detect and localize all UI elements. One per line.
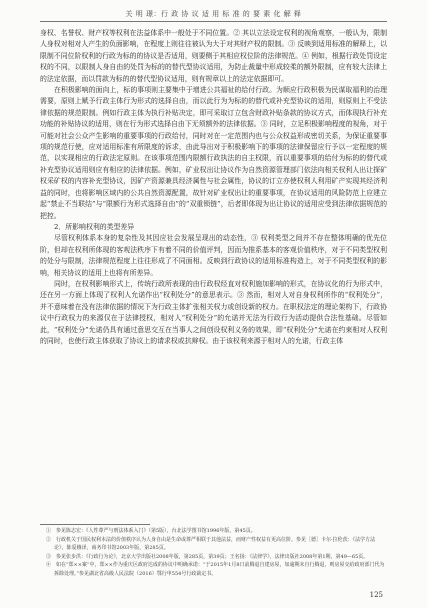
header-rule	[40, 21, 387, 22]
footnote-rule	[40, 524, 150, 525]
page-number: 125	[369, 591, 383, 599]
paragraph: 同时，在权利影响形式上，传统行政所表现的由行政权经直对权利施加影响的形式，在协议化的行为形式中，还在另一方面上体现了权利人允诺作出“权利处分”的意思表示。③ 然而，相对人对自身权利所作的“权利处分”，并不意味着在没有法律依据的情况下为行政主体扩张相关权力或创设新的权力。在职权法定的理论架构下，行政协议中行政权力的来源仅在于法律授权，相对人“权利处分”的允诺并无法为行政行为活动提供合法性基础。尽管如此，“权利处分”允诺仍具有通过意思交互在当事人之间创设权利义务的效果，即“权利处分”允诺在约束相对人权利的同时，也使行政主体获取了协议上的请求权或抗辩权。由于该权利来源于相对人的允诺，行政主体	[40, 279, 387, 345]
footnote: ① 参见陈志宏：《人性尊严与刑法体系入门》（第5版），台北法学图书馆1996年版，第45页。	[46, 528, 256, 534]
paragraph: 尽管权利体系本身的复杂性及其因应社会发展呈现出的动态性，③ 权利类型之间并不存在整体明确的优先位阶，但却在权利所体现的客观法秩序下有着不同的价值评判，因而为推系基本的客观价值秩序，对于不同类型权利的处分与限制，法律规范程度上往往形成了不同面相。反映到行政协议的适用标准构造上，对于不同类型权利的影响，相关协议的适用上也将有所差异。	[40, 234, 387, 277]
footnote: ④ 如在“郑××案”中，郑××作为重庆区政府达成的协议中明确承诺：“于2015年1月8日前腾退自建房屋，如逾期未自行腾退，则房屋交给政府部门代为拆除处理。”参见湖北省高级人民法院（2016）鄂行申554号行政裁定书。	[46, 562, 385, 577]
section-heading: 2．所影响权利的类型差异	[54, 222, 135, 231]
footnote: ③ 参见张步洪：《行政行为论》，北京大学出版社2008年版，第285页，第39页；王名扬：《法律学》，法律出版社2008年第1期，第49—65页。	[46, 553, 369, 560]
paragraph: 在积极影响的面向上，标的事项则主要集中于增进公共福祉的给付行政。为顺应行政积极为民谋取福利的治理需要，原则上赋予行政主体行为形式的选择自由，而以此行为为标的的替代或补充型协议的适用，则原则上不受法律依据的规范限制。例如行政主体为执行补贴决定，即可采取订立包含财政补贴条款的协议方式，而体现执行补充功能的补贴协议的适用，则在行为形式选择自由下无须额外的法律依据。③ 同时，立足积极影响程度的视角，对于可能对社会公众产生影响的重要事项的行政给付，同时对在一定范围内也与公众权益形成密切关系，为保证重要事项的规范行使，应对适用标准有所限度的诉求，由此导出对于积极影响下的事项的法律保留应行予以一定程度的规范，以实现相应的行政法定原则。在该事项范围内限额行政执法的自主权限，而以重要事项的给付为标的的替代或补充型协议适用则应有相应的法律依据。例如，矿业权出让协议作为自然资源管理部门依法向相关权利人出让探矿权采矿权的内容补充型协议，因矿产资源兼具经济属性与社会属性，协议的订立亦使权利人利用矿产实现其经济利益的同时，也将影响区域内的公共自然资源配置，故针对矿业权出让的重要事项，在协议适用的风险防范上应建立起“禁止不当联结”与“限额行为形式选择自由”的“双重锁链”，后者即体现为出让协议的适用应受到法律依据规范的把控。	[40, 86, 387, 220]
paragraph: 身权、名誉权、财产权等权利在法益体系中一般处于不同位置。② 其以立法设定权利的视角观察，一般认为，限制人身权对相对人产生的负面影响，在程度上则往往被认为大于对其财产权的限制。③ 反映到适用标准的解释上，以限制不同位阶权利的行政为标的的协议是否适用，则要侧于其相应权位阶的法律规范。④ 例如，根据行政处罚设定权的不同，以限制人身自由的处罚为标的的替代型协议适用，为防止裁量中形成较柔的额外限制，应有较大法律上的法定依据，而以罚款为标的的替代型协议适用，则有规章以上的法定依据即可。	[40, 29, 387, 83]
running-header: 关 明 璟：行 政 协 议 适 用 标 准 的 要 素 化 解 释	[125, 10, 302, 18]
footnotes	[40, 527, 387, 579]
body-text	[40, 28, 387, 347]
footnote: ② 行政机关于国民权利本法的价值秩序认为人身自由是生命或尊严相联于其他法益，而财产性权益有更高位阶。参见［德］卡尔·拉伦茨：《法学方法论》，陈爱娥译，商务印书馆2003年版，第285页。	[46, 536, 376, 552]
